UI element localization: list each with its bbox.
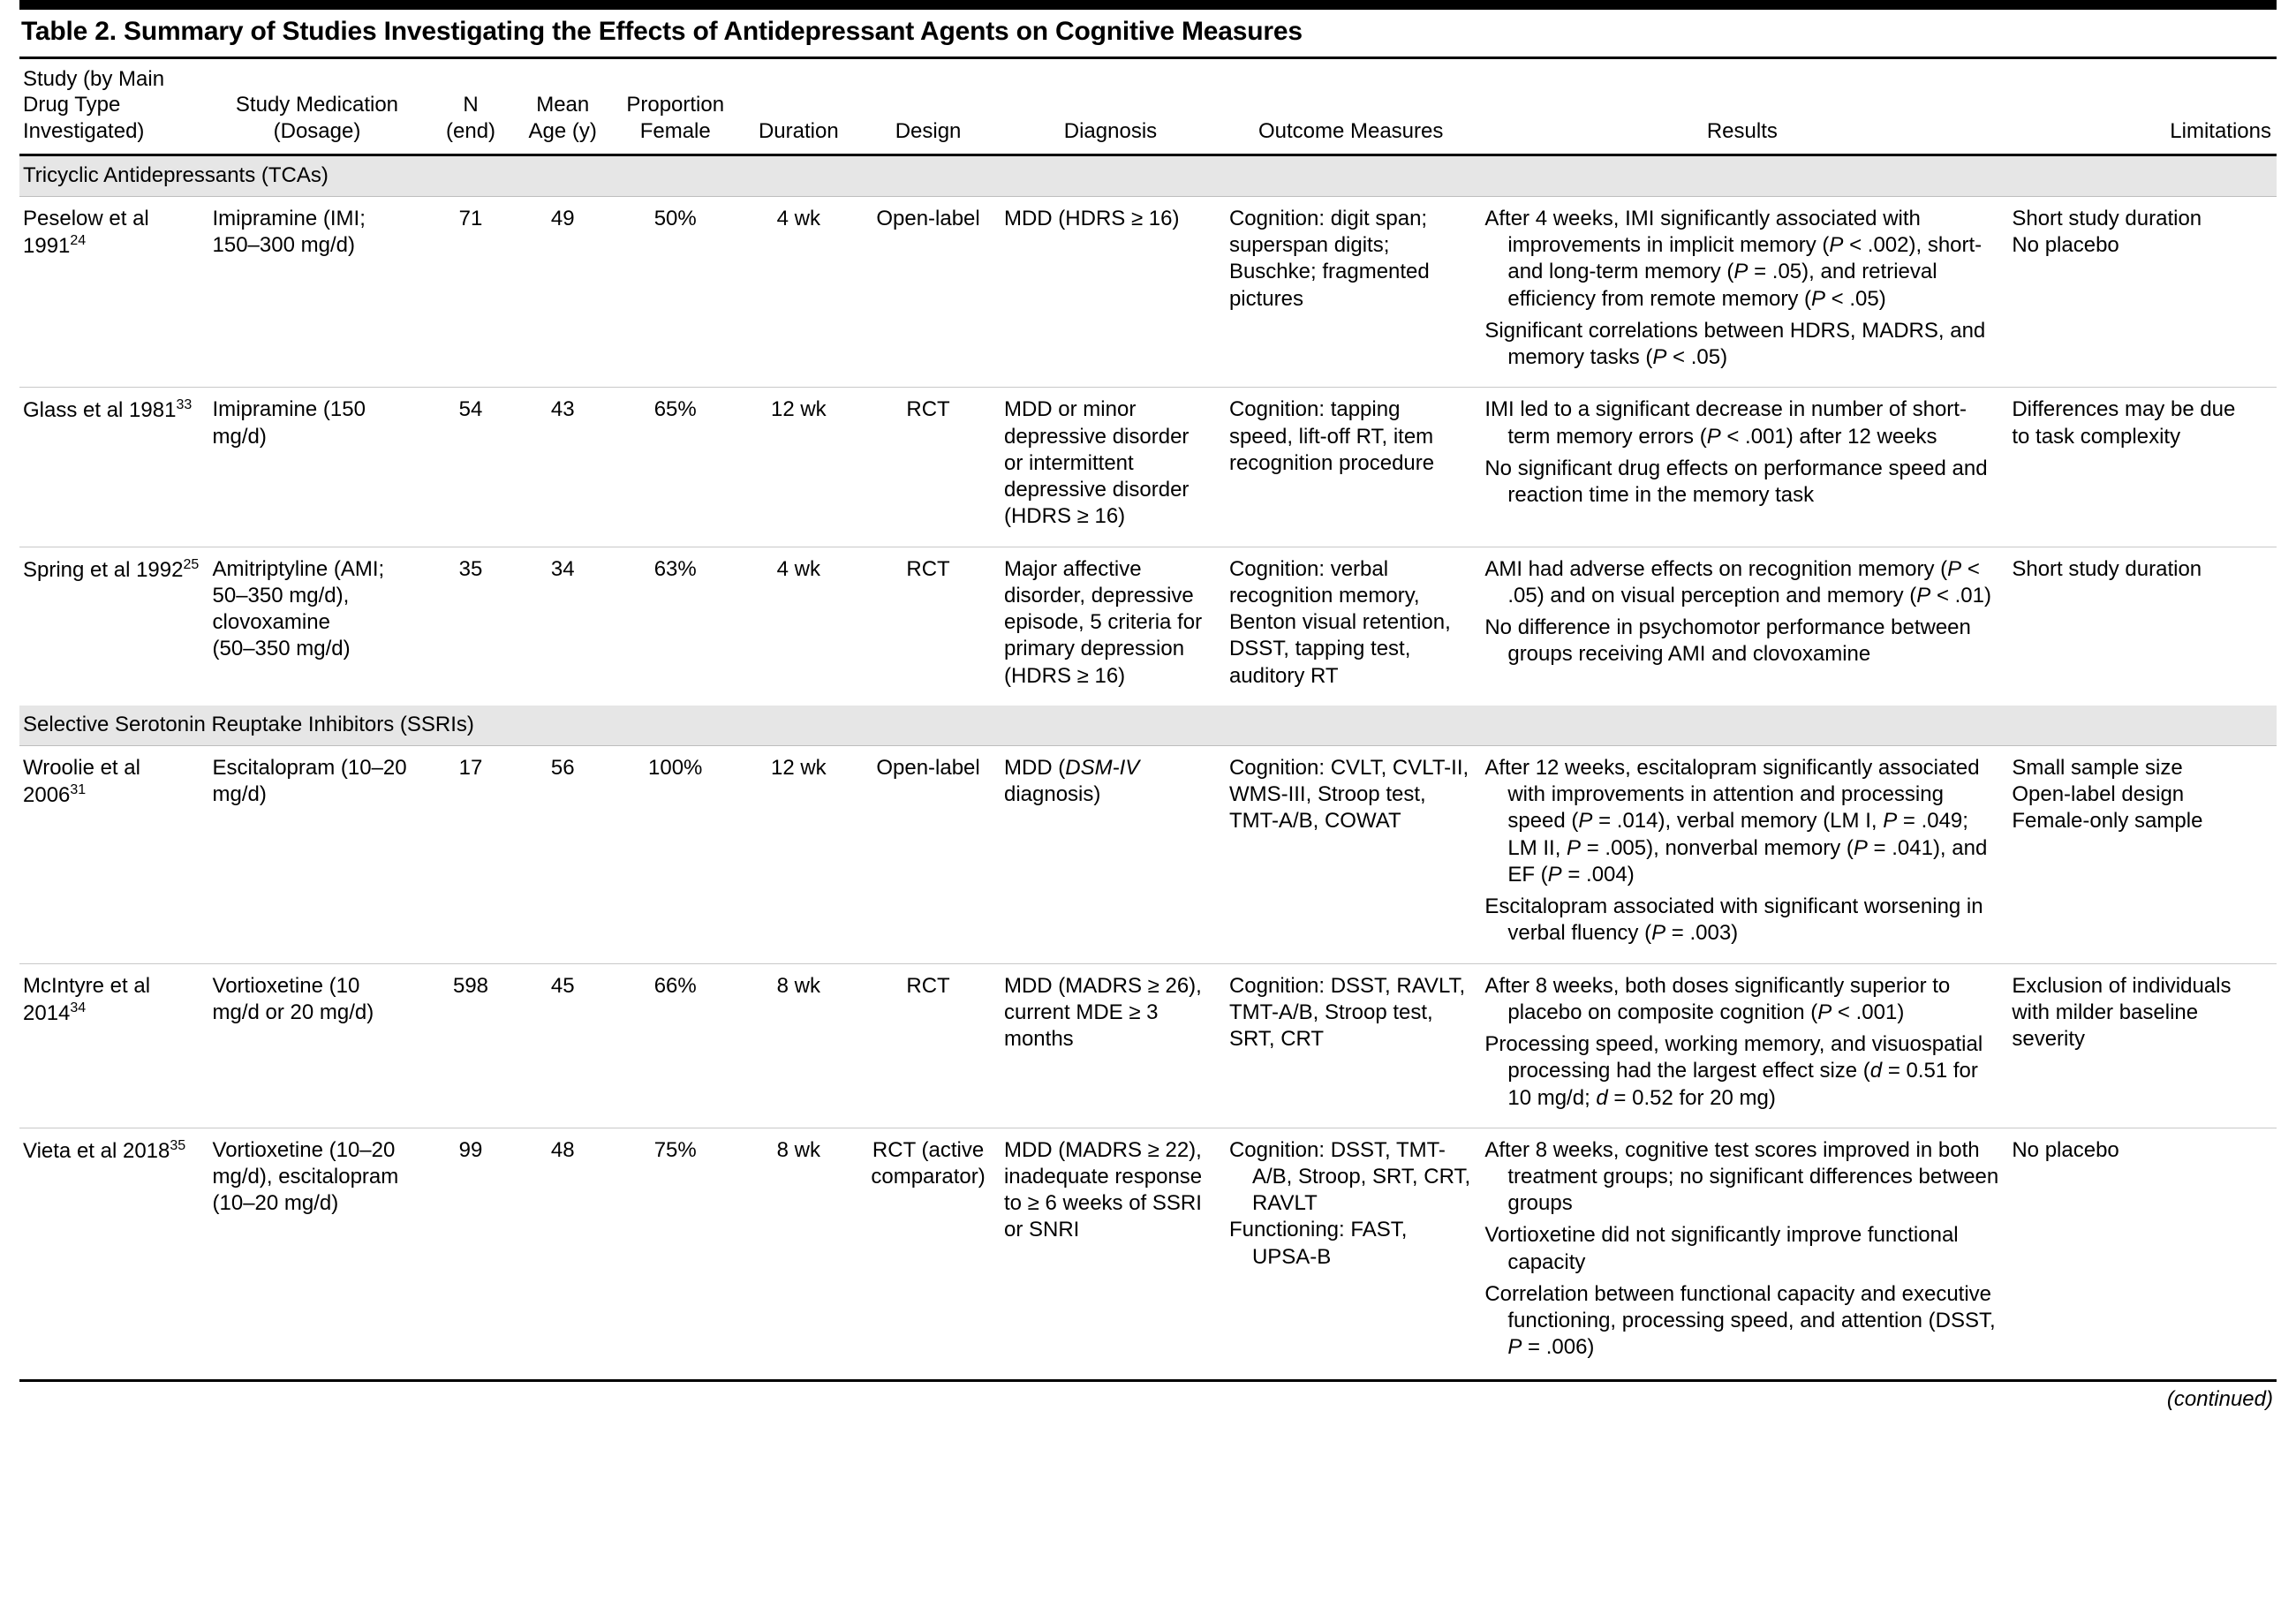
cell-diagnosis: MDD (MADRS ≥ 26), current MDE ≥ 3 months: [1001, 963, 1226, 1128]
diagnosis-manual-italic: DSM-IV: [1065, 755, 1140, 780]
cell-limitations: Short study duration No placebo: [2012, 206, 2202, 258]
cell-study: Wroolie et al 2006$^{31}$: [23, 755, 140, 808]
cell-age: 49: [550, 206, 575, 230]
continued-note: (continued): [2166, 1386, 2273, 1411]
cell-limitations: Exclusion of individuals with milder baseline severity: [2008, 963, 2277, 1128]
cell-female: 66%: [615, 963, 742, 1128]
studies-table: [19, 59, 2277, 1377]
reference-marker: 33: [176, 397, 193, 413]
cell-n: 54: [430, 388, 516, 547]
cell-n: 71: [458, 206, 483, 230]
reference-marker: 31: [70, 782, 87, 798]
cell-design: RCT: [861, 963, 1001, 1128]
column-header-design: Design: [861, 59, 1001, 155]
cell-duration: 12 wk: [770, 755, 827, 780]
table-row: [19, 963, 2277, 1128]
cell-study: Glass et al 1981$^{33}$: [19, 388, 209, 547]
cell-age: 56: [550, 755, 575, 780]
column-header-results: Results: [1481, 59, 2008, 155]
outcome-group-functioning: Functioning: FAST, UPSA-B: [1228, 1218, 1408, 1269]
cell-female: 65%: [615, 388, 742, 547]
cell-duration: 12 wk: [742, 388, 862, 547]
outcome-group-cognition: Cognition: DSST, TMT-A/B, Stroop, SRT, CRT, RAVLT: [1228, 1137, 1471, 1216]
column-header-diagnosis: Diagnosis: [1001, 59, 1226, 155]
cell-limitations: No placebo: [2008, 1128, 2277, 1377]
table-row: [19, 196, 2277, 387]
cell-design: Open-label: [876, 206, 980, 230]
cell-medication: Vortioxetine (10–20 mg/d), escitalopram (10–20 mg/d): [209, 1128, 431, 1377]
reference-marker: 34: [70, 1000, 87, 1015]
cell-design: RCT (active comparator): [861, 1128, 1001, 1377]
cell-design: RCT: [861, 388, 1001, 547]
cell-results: AMI had adverse effects on recognition memory (P < .05) and on visual perception and memory (P < .01) No difference in psychomotor performance between groups receiving AMI and clovoxamine: [1481, 547, 2008, 706]
cell-n: 598: [430, 963, 516, 1128]
cell-n: 35: [430, 547, 516, 706]
cell-limitations: Short study duration: [2008, 547, 2277, 706]
cell-limitations: Differences may be due to task complexity: [2008, 388, 2277, 547]
column-header-outcomes: Outcome Measures: [1226, 59, 1481, 155]
table-head: [19, 59, 2277, 155]
column-header-n: N (end): [430, 59, 516, 155]
cell-results: After 12 weeks, escitalopram significantly associated with improvements in attention and processing speed (P = .014), verbal memory (LM I, P = .049; LM II, P = .005), nonverbal memory (P = .041), and EF (P = .004) Escitalopram associated with significant worsening in verbal fluency (P = .003): [1484, 755, 1988, 946]
section-header-row: [19, 155, 2277, 196]
cell-female: 50%: [653, 206, 697, 230]
column-header-study: Study (by Main Drug Type Investigated): [19, 59, 209, 155]
cell-diagnosis: MDD (DSM-IV diagnosis): [1003, 755, 1140, 807]
cell-medication: Vortioxetine (10 mg/d or 20 mg/d): [209, 963, 431, 1128]
reference-marker: 25: [183, 556, 200, 572]
cell-results: After 4 weeks, IMI significantly associated with improvements in implicit memory (P < .002), short- and long-term memory (P = .05), and retrieval efficiency from remote memory (P < .05) Significant correlations between HDRS, MADRS, and memory tasks (P < .05): [1484, 206, 1986, 370]
reference-marker: 24: [70, 233, 87, 249]
page-title: Table 2. Summary of Studies Investigating the Effects of Antidepressant Agents on Cognitive Measures: [21, 17, 1303, 46]
cell-diagnosis: MDD (MADRS ≥ 22), inadequate response to ≥ 6 weeks of SSRI or SNRI: [1001, 1128, 1226, 1377]
cell-duration: 4 wk: [776, 206, 821, 230]
cell-outcomes: Cognition: CVLT, CVLT-II, WMS-III, Stroop test, TMT-A/B, COWAT: [1228, 755, 1469, 834]
section-label: Tricyclic Antidepressants (TCAs): [19, 155, 2277, 196]
table-row: [19, 388, 2277, 547]
table-row: [19, 1128, 2277, 1377]
column-header-medication: Study Medication (Dosage): [209, 59, 431, 155]
cell-female: 100%: [648, 755, 703, 780]
top-rule: [19, 0, 2277, 10]
cell-design: Open-label: [876, 755, 980, 780]
cell-female: 75%: [615, 1128, 742, 1377]
cell-duration: 8 wk: [742, 963, 862, 1128]
cell-duration: 4 wk: [742, 547, 862, 706]
column-header-limitations: Limitations: [2008, 59, 2277, 155]
table-row: [19, 745, 2277, 963]
column-header-age: Mean Age (y): [517, 59, 615, 155]
cell-n: 17: [458, 755, 483, 780]
cell-study: Peselow et al 1991$^{24}$: [23, 206, 149, 259]
cell-age: 45: [517, 963, 615, 1128]
section-header-row: [19, 706, 2277, 746]
cell-outcomes: Cognition: tapping speed, lift-off RT, item recognition procedure: [1226, 388, 1481, 547]
cell-medication: Imipramine (150 mg/d): [209, 388, 431, 547]
section-label: Selective Serotonin Reuptake Inhibitors (SSRIs): [19, 706, 2277, 746]
column-header-female: Proportion Female: [615, 59, 742, 155]
reference-marker: 35: [170, 1137, 186, 1153]
cell-study: Spring et al 1992$^{25}$: [19, 547, 209, 706]
cell-age: 34: [517, 547, 615, 706]
cell-diagnosis: MDD or minor depressive disorder or intermittent depressive disorder (HDRS ≥ 16): [1001, 388, 1226, 547]
cell-results: After 8 weeks, cognitive test scores improved in both treatment groups; no significant differences between groups Vortioxetine did not significantly improve functional capacity Correlation between functional capacity and executive functioning, processing speed, and attention (DSST, P = .006): [1481, 1128, 2008, 1377]
cell-diagnosis: MDD (HDRS ≥ 16): [1003, 206, 1180, 230]
table-body: [19, 155, 2277, 1377]
cell-study: McIntyre et al 2014$^{34}$: [19, 963, 209, 1128]
cell-age: 43: [517, 388, 615, 547]
cell-n: 99: [430, 1128, 516, 1377]
cell-results: IMI led to a significant decrease in number of short-term memory errors (P < .001) after 12 weeks No significant drug effects on performance speed and reaction time in the memory task: [1481, 388, 2008, 547]
cell-outcomes: [1226, 1128, 1481, 1377]
cell-outcomes: Cognition: digit span; superspan digits; Buschke; fragmented pictures: [1228, 206, 1430, 311]
cell-outcomes: Cognition: verbal recognition memory, Benton visual retention, DSST, tapping test, auditory RT: [1226, 547, 1481, 706]
column-header-duration: Duration: [742, 59, 862, 155]
cell-medication: Imipramine (IMI; 150–300 mg/d): [212, 206, 366, 258]
cell-outcomes: Cognition: DSST, RAVLT, TMT-A/B, Stroop test, SRT, CRT: [1226, 963, 1481, 1128]
cell-design: RCT: [861, 547, 1001, 706]
cell-medication: Amitriptyline (AMI; 50–350 mg/d), clovoxamine (50–350 mg/d): [209, 547, 431, 706]
cell-diagnosis: Major affective disorder, depressive episode, 5 criteria for primary depression (HDRS ≥ 16): [1001, 547, 1226, 706]
cell-medication: Escitalopram (10–20 mg/d): [212, 755, 407, 807]
cell-female: 63%: [615, 547, 742, 706]
cell-results: After 8 weeks, both doses significantly superior to placebo on composite cognition (P < .001) Processing speed, working memory, and visuospatial processing had the largest effect size (d = 0.51 for 10 mg/d; d = 0.52 for 20 mg): [1481, 963, 2008, 1128]
cell-duration: 8 wk: [742, 1128, 862, 1377]
table-row: [19, 547, 2277, 706]
cell-age: 48: [517, 1128, 615, 1377]
cell-study: Vieta et al 2018$^{35}$: [19, 1128, 209, 1377]
cell-limitations: Small sample size Open-label design Female-only sample: [2012, 755, 2203, 834]
